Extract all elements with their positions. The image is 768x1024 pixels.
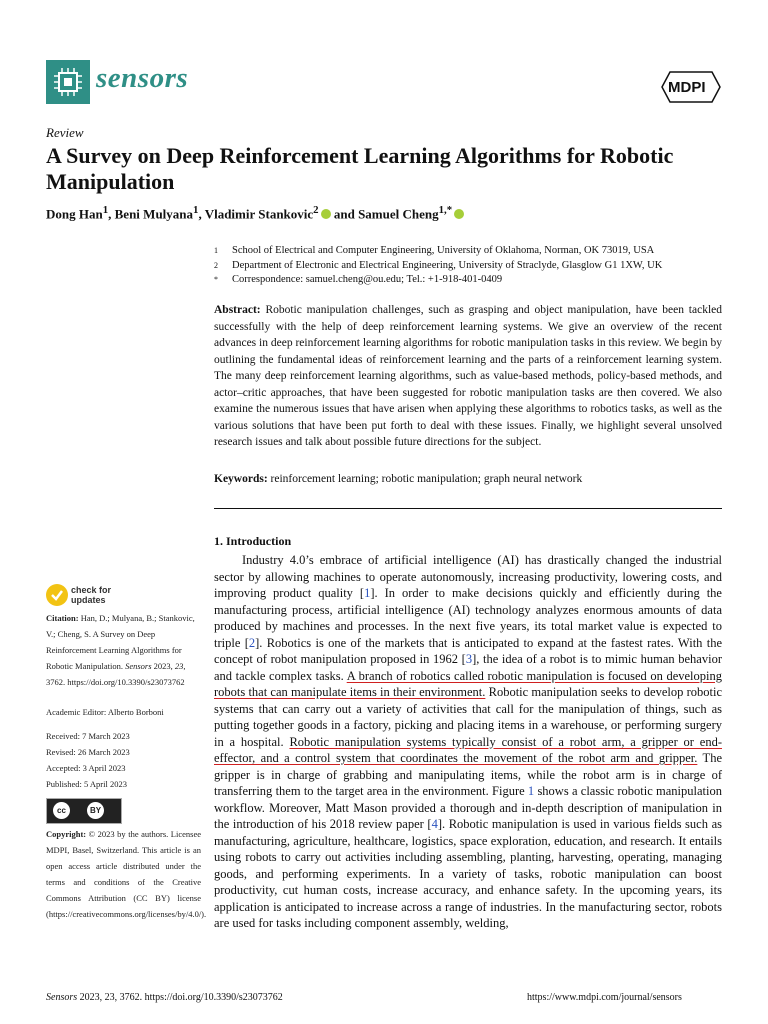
abstract-label: Abstract:	[214, 304, 261, 316]
author-name: Vladimir Stankovic	[204, 206, 314, 222]
footer-journal-url[interactable]: https://www.mdpi.com/journal/sensors	[527, 992, 682, 1003]
mdpi-logo	[660, 70, 722, 104]
keywords	[214, 473, 722, 485]
date-accepted: Accepted: 3 April 2023	[46, 763, 126, 773]
author-name: Dong Han	[46, 206, 103, 222]
footer-citation: Sensors 2023, 23, 3762. https://doi.org/10.3390/s23073762	[46, 992, 283, 1003]
highlighted-sentence: Robotic manipulation systems typically consist of a robot arm, a gripper or end-effector, and a control system that coordinates the movement of the robot arm and gripper.	[214, 734, 722, 765]
author-name: Beni Mulyana	[114, 206, 194, 222]
date-published: Published: 5 April 2023	[46, 779, 127, 789]
highlighted-sentence: A branch of robotics called robotic manipulation is focused on developing robots that can manipulate items in their environment.	[214, 668, 722, 699]
date-revised: Revised: 26 March 2023	[46, 747, 130, 757]
article-title: A Survey on Deep Reinforcement Learning Algorithms for Robotic Manipulation	[46, 143, 674, 194]
citation-block: Citation: Han, D.; Mulyana, B.; Stankovic, V.; Cheng, S. A Survey on Deep Reinforcement Learning Algorithms for Robotic Manipulation. Sensors 2023, 23, 3762. https://doi.org/10.3390/s23073762	[46, 613, 195, 687]
academic-editor: Academic Editor: Alberto Borboni	[46, 707, 164, 717]
check-updates-icon	[46, 584, 68, 606]
keywords-text: reinforcement learning; robotic manipulation; graph neural network	[270, 473, 583, 485]
abstract	[214, 302, 722, 451]
citation-link[interactable]: 2	[248, 635, 256, 650]
author-list: Dong Han$^1$, Beni Mulyana$^1$, Vladimir Stankovic$^2$ and Samuel Cheng$^{1,*}$	[46, 204, 464, 222]
author-name: Samuel Cheng	[358, 206, 439, 222]
cc-license-badge[interactable]	[46, 798, 122, 824]
article-type: Review	[46, 125, 84, 140]
introduction-body	[214, 552, 722, 932]
orcid-icon[interactable]	[454, 209, 464, 219]
section-heading: 1. Introduction	[214, 534, 292, 548]
affiliations	[214, 244, 662, 288]
by-attribution-icon: BY	[87, 802, 104, 819]
keywords-label: Keywords:	[214, 473, 268, 485]
divider	[214, 508, 722, 509]
abstract-text: Robotic manipulation challenges, such as grasping and object manipulation, have been tackled successfully with the help of deep reinforcement learning systems. We give an overview of the recent advances in deep reinforcement learning algorithms for robotic manipulation tasks in this review. We begin by outlining the fundamental ideas of reinforcement learning and the parts of a reinforcement learning system. The many deep reinforcement learning algorithms, such as value-based methods, policy-based methods, and actor–critic approaches, that have been suggested for robotic manipulation tasks are then covered. We also examine the numerous issues that have arisen when applying these algorithms to robotics tasks, as well as the various solutions that have been put forth to deal with these issues. Finally, we highlight several unsolved research issues and talk about possible future directions for the subject.	[214, 304, 722, 448]
orcid-icon[interactable]	[321, 209, 331, 219]
figure-link[interactable]: 1	[527, 784, 535, 798]
cc-icon: cc	[53, 802, 70, 819]
citation-link[interactable]: 1	[364, 586, 371, 600]
journal-logo-icon	[46, 60, 90, 104]
citation-link[interactable]: 3	[465, 652, 473, 666]
affiliation-item: 1 School of Electrical and Computer Engineering, University of Oklahoma, Norman, OK 73019, USA	[214, 245, 655, 256]
correspondence: * Correspondence: samuel.cheng@ou.edu; Tel.: +1-918-401-0409	[214, 274, 503, 285]
date-received: Received: 7 March 2023	[46, 731, 130, 741]
journal-name: sensors	[96, 62, 189, 94]
publisher-name: MDPI	[668, 79, 706, 96]
copyright-notice: Copyright: © 2023 by the authors. Licensee MDPI, Basel, Switzerland. This article is an open access article distributed under the terms and conditions of the Creative Commons Attribution (CC BY) license (https://creativecommons.org/licenses/by/4.0/).	[46, 829, 207, 919]
publication-dates	[46, 728, 201, 792]
affiliation-item: 2 Department of Electronic and Electrical Engineering, University of Straclyde, Glasglow G1 1XW, UK	[214, 259, 663, 271]
paragraph: Industry 4.0’s embrace of artificial intelligence (AI) has drastically changed the industrial sector by allowing machines to operate autonomously, increasing productivity, lowering costs, and improving product quality [1]. In order to make decisions quickly and efficiently during the manufacturing process, artificial intelligence (AI) technology analyzes enormous amounts of data produced by machines and processes. In the next five years, its total market value is expected to triple [2]. Robotics is one of the markets that is anticipated to expand at the fastest rates. With the concept of robot manipulation proposed in 1962 [3], the idea of a robot is to mimic human behavior and tackle complex tasks. A branch of robotics called robotic manipulation is focused on developing robots that can manipulate items in their environment. Robotic manipulation seeks to develop robotic systems that can carry out a variety of activities that call for the manipulation of things, such as putting together goods in a factory, picking and placing items in a warehouse, or performing surgery in a hospital. Robotic manipulation systems typically consist of a robot arm, a gripper or end-effector, and a control system that coordinates the movement of the robot arm and gripper. The gripper is in charge of grabbing and manipulating items, while the robot arm is in charge of transferring them to the target area in the environment. Figure 1 shows a classic robotic manipulation workflow. Moreover, Matt Mason provided a thorough and in-depth description of manipulation in the introduction of his 2018 review paper [4]. Robotic manipulation is used in various fields such as manufacturing, agriculture, healthcare, logistics, space exploration, education, and research. It entails using robots to carry out activities including assembling, planting, harvesting, operating, managing goods, and performing experiments. In a variety of tasks, robotic manipulation can boost productivity, cut human costs, increase accuracy, and enhance safety. In the upcoming years, its application is anticipated to increase across a range of industries. In the manufacturing sector, robots are used for tasks including component assembly, welding,	[214, 553, 722, 930]
citation-link[interactable]: 4	[431, 817, 438, 831]
